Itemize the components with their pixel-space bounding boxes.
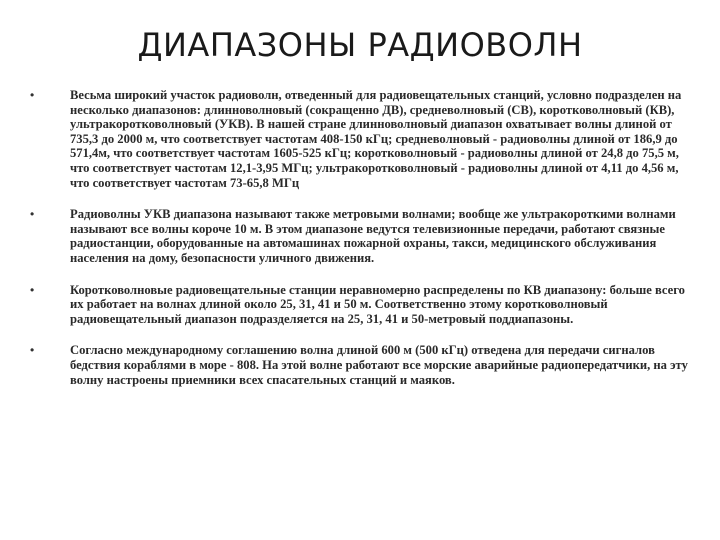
bullet-marker: • [30, 282, 35, 297]
bullet-text-distress: Согласно международному соглашению волна длиной 600 м (500 кГц) отведена для передачи сигналов бедствия кораблями в море - 808. На этой волне работают все морские аварийные радиопередатчики, на эту волну настроены приемники всех спасательных станций и маяков. [70, 343, 688, 387]
bullet-marker: • [30, 88, 35, 102]
slide-title: ДИАПАЗОНЫ РАДИОВОЛН [137, 26, 583, 64]
bullet-text-ukv: Радиоволны УКВ диапазона называют также метровыми волнами; вообще же ультракороткими волнами называют все волны короче 10 м. В этом диапазоне ведутся телевизионные передачи, работают связные радиостанции, оборудованные на автомашинах пожарной охраны, такси, медицинского обслуживания населения на дому, безопасности уличного движения. [70, 207, 676, 265]
bullet-marker: • [30, 207, 35, 222]
bullet-marker: • [30, 343, 35, 358]
bullet-item-ranges [30, 88, 690, 190]
bullet-list [30, 88, 690, 404]
bullet-text-ranges: Весьма широкий участок радиоволн, отведенный для радиовещательных станций, условно подразделен на несколько диапазонов: длинноволновый (сокращенно ДВ), средневолновый (СВ), коротковолновый (КВ), ультракоротковолновый (УКВ). В нашей стране длинноволновый диапазон охватывает волны длиной от 735,3 до 2000 м, что соответствует частотам 408-150 кГц; средневолновый - радиоволны длиной от 186,9 до 571,4м, что соответствует частотам 1605-525 кГц; коротковолновый - радиоволны длиной от 24,8 до 75,5 м, что соответствует частотам 12,1-3,95 МГц; ультракоротковолновый - радиоволны длиной от 4,11 до 4,56 м, что соответствует частотам 73-65,8 МГц [70, 88, 682, 190]
bullet-item-ukv [30, 207, 690, 265]
bullet-item-kv [30, 283, 690, 327]
bullet-item-distress [30, 343, 690, 387]
bullet-text-kv: Коротковолновые радиовещательные станции неравномерно распределены по КВ диапазону: больше всего их работает на волнах длиной около 25, 31, 41 и 50 м. Соответственно этому коротковолновый радиовещательный диапазон подразделяется на 25, 31, 41 и 50-метровый поддиапазоны. [70, 282, 685, 326]
